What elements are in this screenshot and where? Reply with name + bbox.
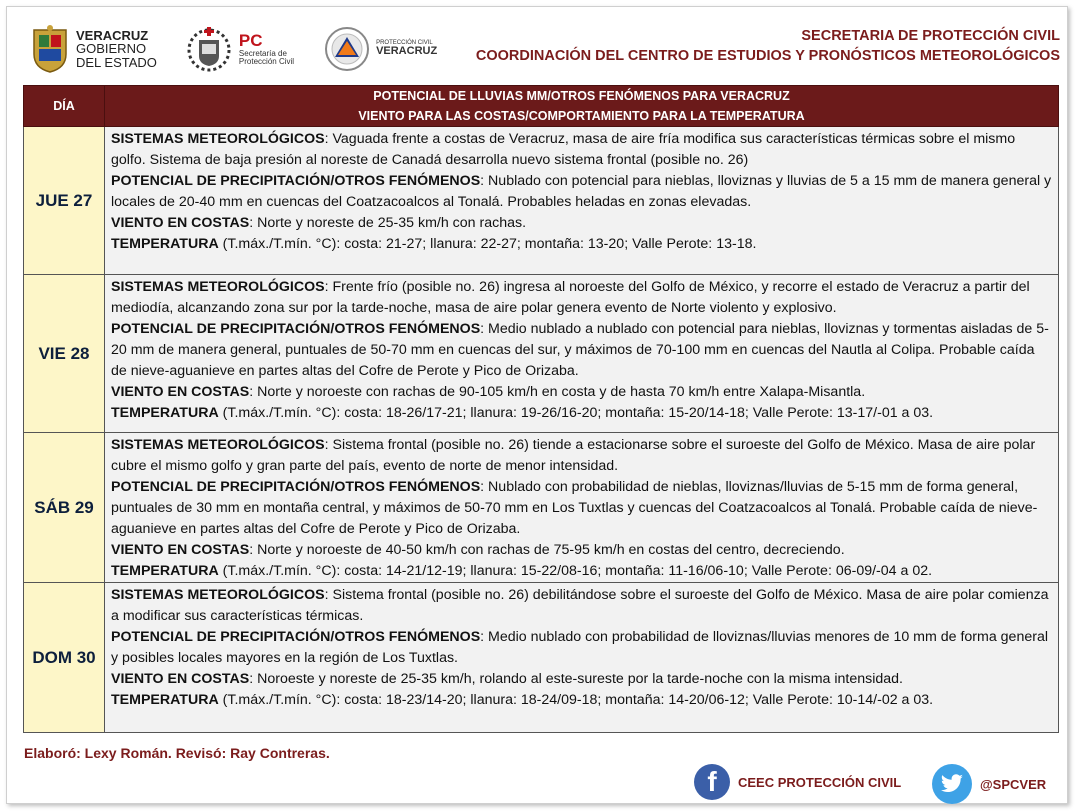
viento-label: VIENTO EN COSTAS (111, 215, 250, 231)
veracruz-line2: GOBIERNO (76, 41, 147, 57)
pc-line1: Secretaría de (238, 48, 287, 58)
temperatura-label: TEMPERATURA (111, 692, 219, 708)
sistemas-label: SISTEMAS METEOROLÓGICOS (111, 437, 325, 453)
twitter-link[interactable] (932, 764, 1046, 804)
table-row (24, 127, 1059, 275)
logo-strip (30, 22, 467, 76)
description-cell (105, 275, 1059, 433)
sistemas-text: SISTEMAS METEOROLÓGICOS: Sistema frontal (posible no. 26) tiende a estacionarse sobre el suroeste del Golfo de México. Masa de aire polar cubre el mismo golfo y gran parte del país, evento de norte de menor intensidad. (111, 437, 1036, 474)
temperatura-text: TEMPERATURA (T.máx./T.mín. °C): costa: 18-23/14-20; llanura: 18-24/09-18; montaña: 14-20/06-12; Valle Perote: 10-14/-02 a 03. (111, 692, 934, 708)
temperatura-label: TEMPERATURA (111, 236, 219, 252)
table-header-row (24, 86, 1059, 127)
pc-title: PC (238, 30, 263, 50)
day-cell: VIE 28 (24, 275, 105, 433)
viento-text: VIENTO EN COSTAS: Norte y noreste de 25-35 km/h con rachas. (111, 215, 527, 231)
col-header-description (105, 86, 1059, 127)
sistemas-label: SISTEMAS METEOROLÓGICOS (111, 131, 325, 147)
potencial-text: POTENCIAL DE PRECIPITACIÓN/OTROS FENÓMENOS: Medio nublado a nublado con potencial para nieblas, lloviznas y tormentas aisladas de 5-20 mm de manera general, puntuales de 50-70 mm en cuencas del sur, y máximos de 70-100 mm en cuencas del Nautla al Colipa. Probable caída de nieve-aguanieve en partes altas del Cofre de Perote y Pico de Orizaba. (111, 321, 1049, 379)
temperatura-text: TEMPERATURA (T.máx./T.mín. °C): costa: 21-27; llanura: 22-27; montaña: 13-20; Valle Perote: 13-18. (111, 236, 757, 252)
facebook-link[interactable] (694, 764, 901, 800)
sistemas-label: SISTEMAS METEOROLÓGICOS (111, 279, 325, 295)
potencial-label: POTENCIAL DE PRECIPITACIÓN/OTROS FENÓMENOS (111, 321, 481, 337)
potencial-text: POTENCIAL DE PRECIPITACIÓN/OTROS FENÓMENOS: Nublado con probabilidad de nieblas, lloviznas/lluvias de 5-15 mm de forma general, puntuales de 30 mm en montaña central, y máximos de 50-70 mm en Los Tuxtlas y cuencas del Coatzacoalcos al Tonalá. Probable caída de nieve-aguanieve en partes altas del Cofre de Perote y Pico de Orizaba. (111, 479, 1038, 537)
potencial-text: POTENCIAL DE PRECIPITACIÓN/OTROS FENÓMENOS: Medio nublado con probabilidad de lloviznas/lluvias menores de 10 mm de forma general y posibles locales mayores en la región de Los Tuxtlas. (111, 629, 1048, 666)
viento-label: VIENTO EN COSTAS (111, 384, 250, 400)
viento-label: VIENTO EN COSTAS (111, 542, 250, 558)
agency-line1: SECRETARIA DE PROTECCIÓN CIVIL (801, 28, 1060, 44)
facebook-label[interactable]: CEEC PROTECCIÓN CIVIL (738, 774, 902, 790)
pcv-line1: PROTECCIÓN CIVIL (376, 40, 433, 47)
veracruz-shield-icon (30, 24, 70, 74)
credits-text: Elaboró: Lexy Román. Revisó: Ray Contreras. (24, 745, 330, 761)
description-cell (105, 433, 1059, 583)
potencial-label: POTENCIAL DE PRECIPITACIÓN/OTROS FENÓMENOS (111, 479, 481, 495)
twitter-icon[interactable] (932, 764, 972, 804)
temperatura-label: TEMPERATURA (111, 563, 219, 579)
civil-protection-icon (324, 26, 370, 72)
sistemas-label: SISTEMAS METEOROLÓGICOS (111, 587, 325, 603)
facebook-icon[interactable]: f (694, 764, 730, 800)
agency-title (476, 26, 1060, 66)
table-row (24, 433, 1059, 583)
day-cell: SÁB 29 (24, 433, 105, 583)
veracruz-logo (30, 24, 157, 74)
viento-text: VIENTO EN COSTAS: Norte y noroeste de 40-50 km/h con rachas de 75-95 km/h en costas del centro, decreciendo. (111, 542, 845, 558)
temperatura-text: TEMPERATURA (T.máx./T.mín. °C): costa: 18-26/17-21; llanura: 19-26/16-20; montaña: 15-20/14-18; Valle Perote: 13-17/-01 a 03. (111, 405, 934, 421)
agency-line2: COORDINACIÓN DEL CENTRO DE ESTUDIOS Y PRONÓSTICOS METEOROLÓGICOS (475, 48, 1060, 64)
temperatura-text: TEMPERATURA (T.máx./T.mín. °C): costa: 14-21/12-19; llanura: 15-22/08-16; montaña: 11-16/06-10; Valle Perote: 06-09/-04 a 02. (111, 563, 933, 579)
description-cell (105, 583, 1059, 733)
pc-line2: Protección Civil (238, 56, 295, 66)
description-cell (105, 127, 1059, 275)
pcv-logo (324, 26, 437, 72)
col-header-line2: VIENTO PARA LAS COSTAS/COMPORTAMIENTO PARA LA TEMPERATURA (358, 109, 805, 123)
day-cell: JUE 27 (24, 127, 105, 275)
col-header-line1: POTENCIAL DE LLUVIAS MM/OTROS FENÓMENOS PARA VERACRUZ (373, 89, 790, 103)
veracruz-line1: VERACRUZ (76, 27, 149, 43)
pc-logo (187, 24, 294, 74)
table-row (24, 583, 1059, 733)
pcv-line2: VERACRUZ (376, 45, 438, 58)
sistemas-text: SISTEMAS METEOROLÓGICOS: Sistema frontal (posible no. 26) debilitándose sobre el suroeste del Golfo de México. Masa de aire polar comienza a modificar sus características térmicas. (111, 587, 1049, 624)
temperatura-label: TEMPERATURA (111, 405, 219, 421)
twitter-label[interactable]: @SPCVER (980, 776, 1047, 792)
potencial-label: POTENCIAL DE PRECIPITACIÓN/OTROS FENÓMENOS (111, 629, 481, 645)
viento-text: VIENTO EN COSTAS: Noroeste y noreste de 25-35 km/h, rolando al este-sureste por la tarde-noche con la misma intensidad. (111, 671, 903, 687)
sistemas-text: SISTEMAS METEOROLÓGICOS: Vaguada frente a costas de Veracruz, masa de aire fría modifica sus características térmicas sobre el mismo golfo. Sistema de baja presión al noreste de Canadá desarrolla nuevo sistema frontal (posible no. 26) (111, 131, 1016, 168)
table-row (24, 275, 1059, 433)
pc-emblem-icon (187, 24, 231, 74)
viento-label: VIENTO EN COSTAS (111, 671, 250, 687)
day-cell: DOM 30 (24, 583, 105, 733)
veracruz-line3: DEL ESTADO (76, 54, 157, 70)
potencial-label: POTENCIAL DE PRECIPITACIÓN/OTROS FENÓMENOS (111, 173, 481, 189)
potencial-text: POTENCIAL DE PRECIPITACIÓN/OTROS FENÓMENOS: Nublado con potencial para nieblas, lloviznas y lluvias de 5 a 15 mm de manera general y locales de 20-40 mm en cuencas del Coatzacoalcos al Tonalá. Probables heladas en zonas elevadas. (111, 173, 1052, 210)
viento-text: VIENTO EN COSTAS: Norte y noroeste con rachas de 90-105 km/h en costa y de hasta 70 km/h entre Xalapa-Misantla. (111, 384, 866, 400)
sistemas-text: SISTEMAS METEOROLÓGICOS: Frente frío (posible no. 26) ingresa al noroeste del Golfo de México, y recorre el estado de Veracruz a partir del mediodía, alcanzando zona sur por la tarde-noche, masa de aire polar genera evento de Norte violento y explosivo. (111, 279, 1030, 316)
forecast-table (23, 85, 1059, 733)
col-header-day: DÍA (24, 86, 105, 127)
